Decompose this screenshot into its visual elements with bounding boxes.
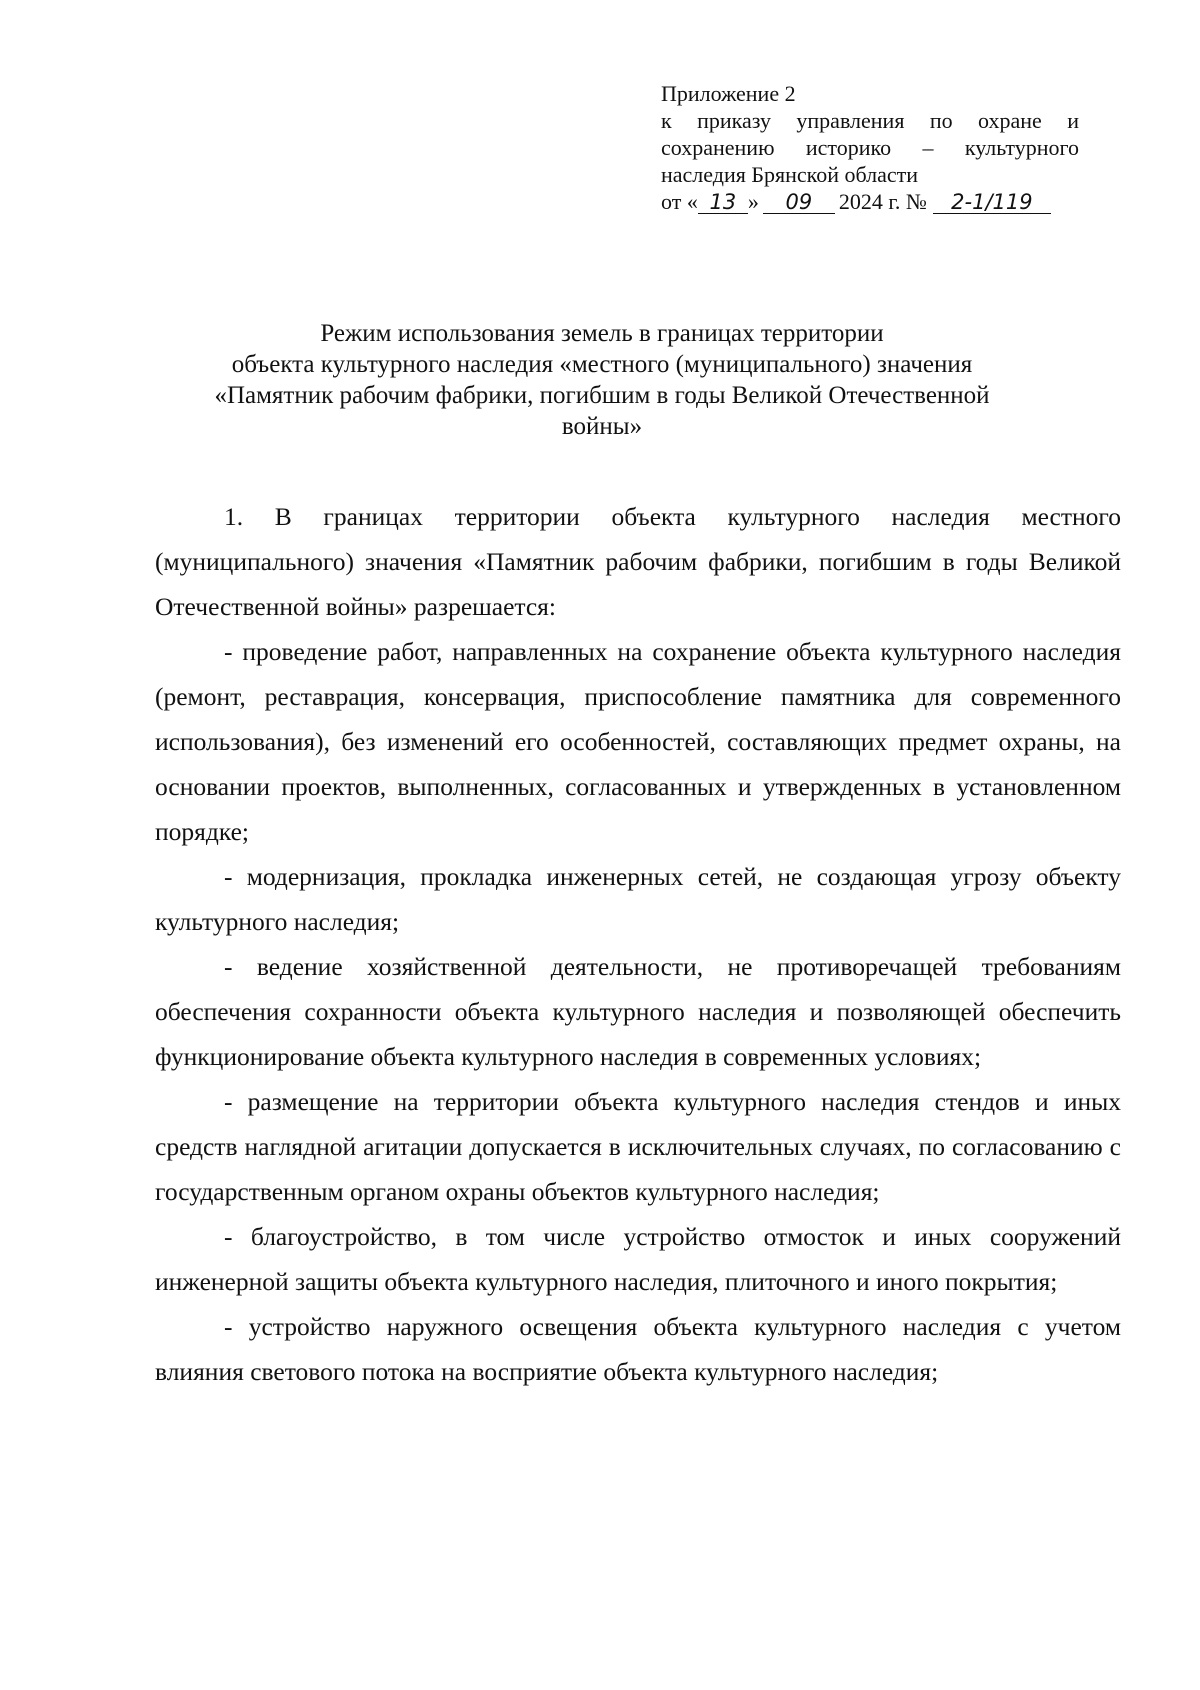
document-title (120, 318, 1084, 442)
date-close-quote: » (747, 189, 759, 214)
order-number-handwritten: 2-1/119 (933, 191, 1051, 214)
appendix-authority-line: сохранению историко – культурного (661, 135, 1079, 160)
list-item-engineering-networks: - модернизация, прокладка инженерных сетей, не создающая угрозу объекту культурного наследия; (155, 862, 1121, 936)
date-month-handwritten: 09 (763, 191, 835, 214)
date-year-label: 2024 г. № (838, 189, 927, 214)
list-item-stands-placement: - размещение на территории объекта культурного наследия стендов и иных средств наглядной агитации допускается в исключительных случаях, по согласованию с государственным органом охраны объектов культурного наследия; (155, 1087, 1121, 1206)
title-line-3: «Памятник рабочим фабрики, погибшим в годы Великой Отечественной (214, 382, 990, 409)
title-line-4: войны» (561, 413, 643, 440)
list-item-outdoor-lighting: - устройство наружного освещения объекта культурного наследия с учетом влияния светового потока на восприятие объекта культурного наследия; (155, 1312, 1121, 1386)
list-item-economic-activity: - ведение хозяйственной деятельности, не противоречащей требованиям обеспечения сохранности объекта культурного наследия и позволяющей обеспечить функционирование объекта культурного наследия в современных условиях; (155, 952, 1121, 1071)
list-item-landscaping: - благоустройство, в том числе устройство отмосток и иных сооружений инженерной защиты объекта культурного наследия, плиточного и иного покрытия; (155, 1222, 1121, 1296)
appendix-region-line: наследия Брянской области (661, 162, 919, 187)
appendix-header (661, 80, 1079, 215)
title-line-2: объекта культурного наследия «местного (муниципального) значения (231, 351, 973, 378)
date-prefix: от « (661, 189, 698, 214)
order-date-line (661, 188, 1079, 215)
date-day-handwritten: 13 (698, 191, 748, 214)
document-body (155, 494, 1121, 1394)
paragraph-permitted-intro: 1. В границах территории объекта культурного наследия местного (муниципального) значения «Памятник рабочим фабрики, погибшим в годы Великой Отечественной войны» разрешается: (155, 502, 1121, 621)
list-item-preservation-works: - проведение работ, направленных на сохранение объекта культурного наследия (ремонт, реставрация, консервация, приспособление памятника для современного использования), без изменений его особенностей, составляющих предмет охраны, на основании проектов, выполненных, согласованных и утвержденных в установленном порядке; (155, 637, 1121, 846)
appendix-order-reference: к приказу управления по охране и (661, 108, 1079, 133)
appendix-number: Приложение 2 (661, 81, 796, 106)
title-line-1: Режим использования земель в границах территории (320, 320, 884, 347)
